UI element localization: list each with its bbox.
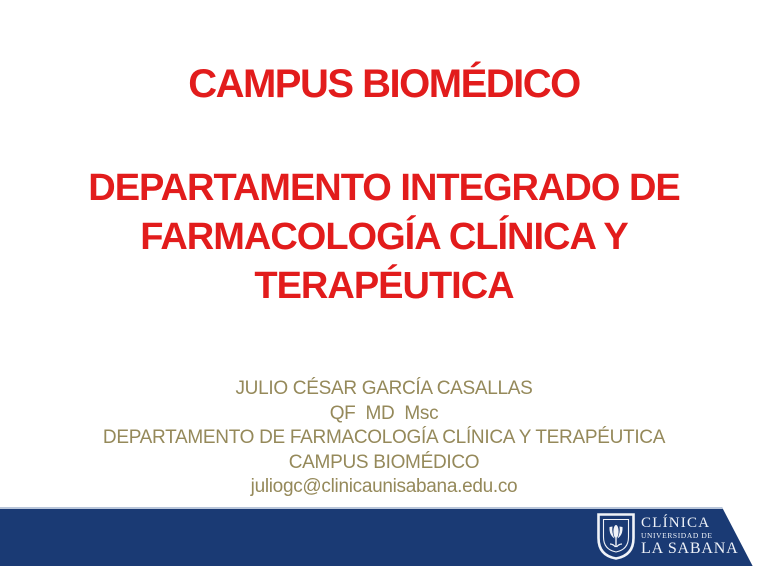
- author-campus: CAMPUS BIOMÉDICO: [288, 451, 480, 473]
- university-logo: [597, 513, 738, 560]
- logo-text-universidad-de: UNIVERSIDAD DE: [641, 531, 713, 540]
- department-title-line-3: TERAPÉUTICA: [254, 265, 514, 307]
- author-department: DEPARTAMENTO DE FARMACOLOGÍA CLÍNICA Y TERAPÉUTICA: [102, 427, 666, 449]
- campus-title: CAMPUS BIOMÉDICO: [188, 62, 580, 106]
- department-title-line-1: DEPARTAMENTO INTEGRADO DE: [88, 167, 680, 209]
- author-name: JULIO CÉSAR GARCÍA CASALLAS: [235, 378, 533, 399]
- department-title: [0, 164, 768, 311]
- university-logo-text: [641, 515, 738, 558]
- author-email: juliogc@clinicaunisabana.edu.co: [250, 476, 518, 498]
- logo-text-la-sabana: LA SABANA: [641, 540, 739, 557]
- author-block: [0, 377, 768, 500]
- author-credentials: QF MD Msc: [329, 402, 439, 424]
- logo-text-clinica: CLÍNICA: [641, 515, 711, 531]
- department-title-line-2: FARMACOLOGÍA CLÍNICA Y: [140, 216, 628, 258]
- shield-lily-icon: [597, 513, 635, 560]
